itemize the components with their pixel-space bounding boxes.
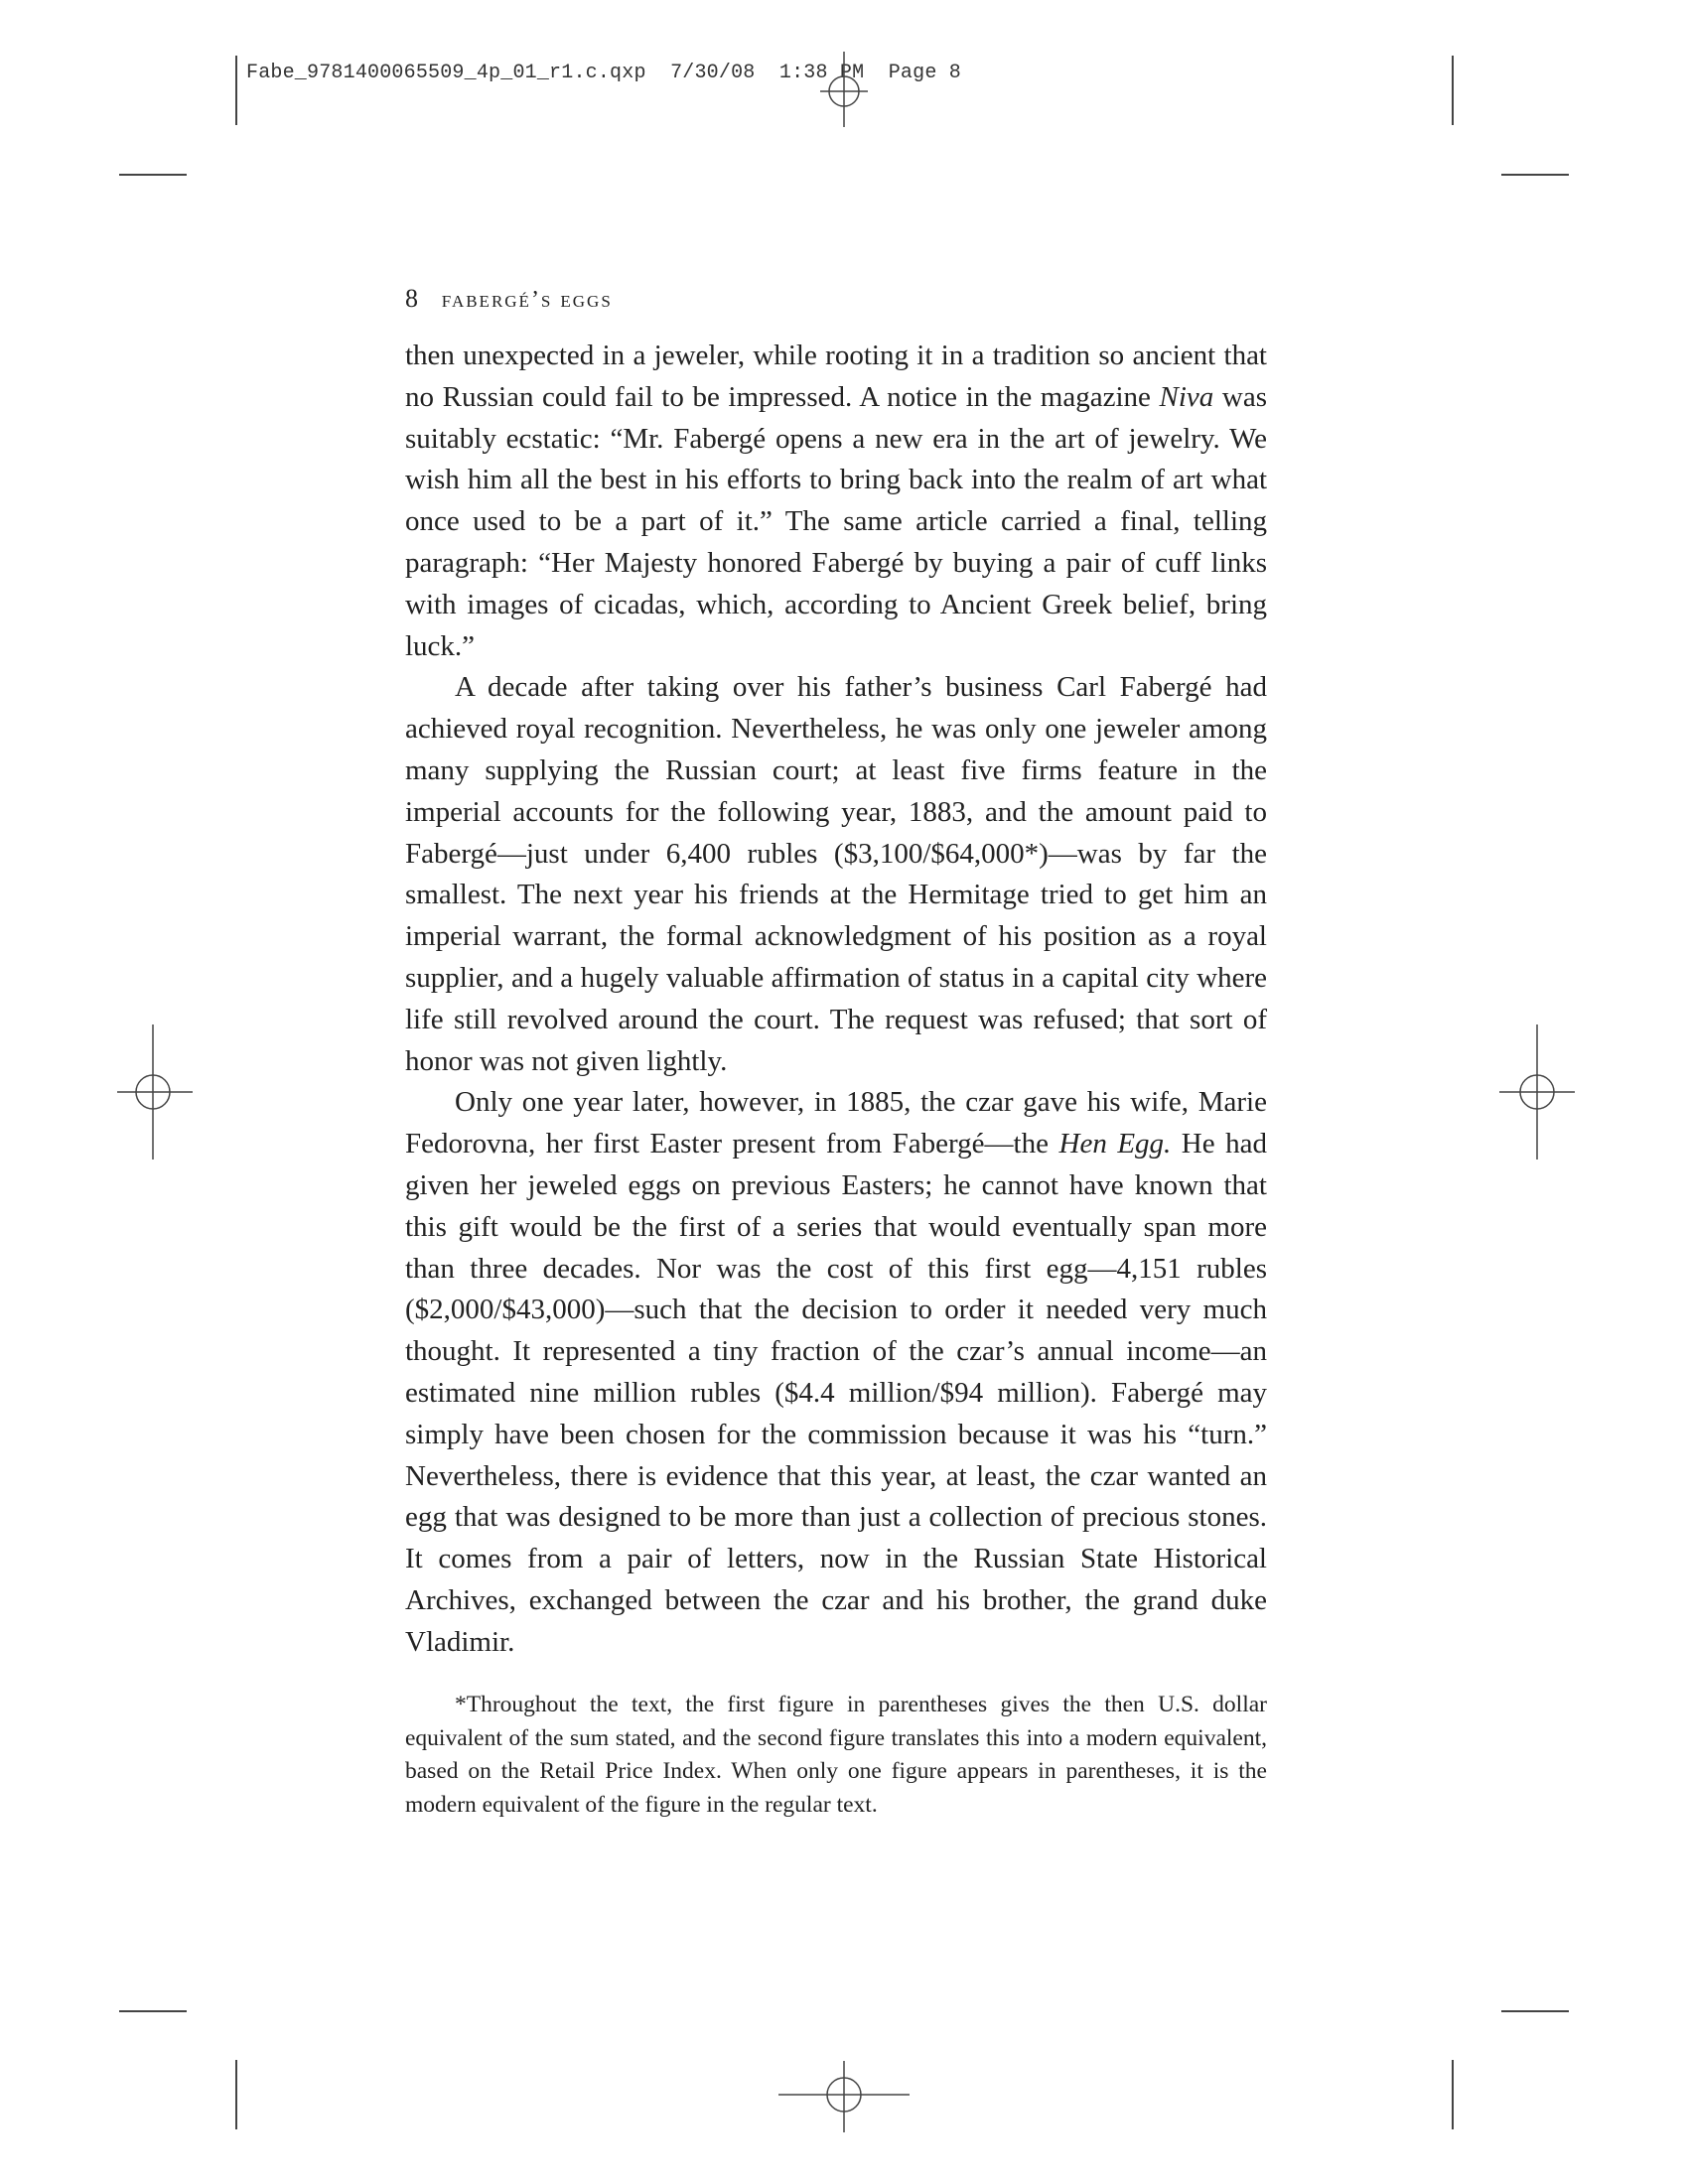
paragraph-1-text-b: was suitably ecstatic: “Mr. Fabergé opens a new era in the art of jewelry. We wish him all the best in his efforts to bring back into the realm of art what once used to be a part of it.” The same article carried a final, telling paragraph: “Her Majesty honored Fabergé by buying a pair of cuff links with images of cicadas, which, according to Ancient Greek belief, bring luck.” (405, 380, 1267, 662)
paragraph-3-text-a: Only one year later, however, in 1885, the czar gave his wife, Marie Fedorovna, her first Easter present from Fabergé—the (405, 1086, 1267, 1160)
registration-mark-left (117, 1024, 193, 1160)
paragraph-1-text-a: then unexpected in a jeweler, while rooting it in a tradition so ancient that no Russian could fail to be impressed. A notice in the magazine (405, 340, 1267, 413)
crop-mark-bottom-right-horizontal (1501, 2010, 1569, 2012)
paragraph-3 (405, 1082, 1267, 1663)
paragraph-2: A decade after taking over his father’s business Carl Fabergé had achieved royal recognition. Nevertheless, he was only one jeweler among many supplying the Russian court; at least five firms feature in the imperial accounts for the following year, 1883, and the amount paid to Fabergé—just under 6,400 rubles ($3,100/$64,000*)—was by far the smallest. The next year his friends at the Hermitage tried to get him an imperial warrant, the formal acknowledgment of his position as a royal supplier, and a hugely valuable affirmation of status in a capital city where life still revolved around the court. The request was refused; that sort of honor was not given lightly. (405, 671, 1267, 1077)
paragraph-3-text-b: He had given her jeweled eggs on previous Easters; he cannot have known that this gift would be the first of a series that would eventually span more than three decades. Nor was the cost of this first egg—4,151 rubles ($2,000/$43,000)—such that the decision to order it needed very much thought. It represented a tiny fraction of the czar’s annual income—an estimated nine million rubles ($4.4 million/$94 million). Fabergé may simply have been chosen for the commission because it was his “turn.” Nevertheless, there is evidence that this year, at least, the czar wanted an egg that was designed to be more than just a collection of precious stones. It comes from a pair of letters, now in the Russian State Historical Archives, exchanged between the czar and his brother, the grand duke Vladimir. (405, 1128, 1268, 1658)
registration-mark-top (814, 52, 874, 127)
slug-time: 1:38 PM (778, 62, 865, 84)
slug-date: 7/30/08 (670, 62, 756, 84)
body-text (405, 336, 1267, 1664)
running-head (405, 284, 613, 314)
crop-mark-top-right-vertical (1452, 56, 1454, 125)
crop-mark-bottom-left-horizontal (119, 2010, 187, 2012)
page-number: 8 (405, 284, 418, 313)
egg-title: Hen Egg. (1058, 1128, 1172, 1160)
crop-mark-top-left-vertical (235, 56, 237, 125)
registration-mark-right (1499, 1024, 1575, 1160)
crop-mark-top-right-horizontal (1501, 174, 1569, 176)
magazine-title: Niva (1159, 380, 1214, 413)
running-head-title: fabergé’s eggs (441, 287, 613, 313)
crop-mark-top-left-horizontal (119, 174, 187, 176)
slug-filename: Fabe_9781400065509_4p_01_r1.c.qxp (246, 62, 646, 84)
registration-mark-bottom (778, 2057, 910, 2132)
footnote (405, 1689, 1267, 1822)
crop-mark-bottom-right-vertical (1452, 2060, 1454, 2129)
paragraph-1 (405, 336, 1267, 667)
crop-mark-bottom-left-vertical (235, 2060, 237, 2129)
slug-page-label: Page 8 (888, 62, 961, 84)
footnote-text: *Throughout the text, the first figure in parentheses gives the then U.S. dollar equivalent of the sum stated, and the second figure translates this into a modern equivalent, based on the Retail Price Index. When only one figure appears in parentheses, it is the modern equivalent of the figure in the regular text. (405, 1692, 1267, 1818)
